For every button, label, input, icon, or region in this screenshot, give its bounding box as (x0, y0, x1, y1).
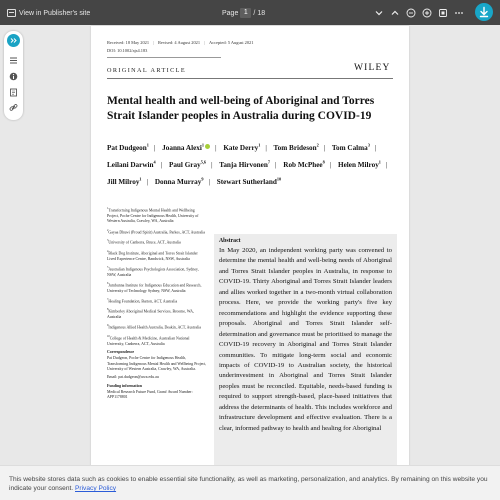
author-separator: | (215, 144, 217, 153)
divider (107, 57, 221, 58)
download-icon (475, 3, 493, 21)
view-in-publisher-link[interactable] (7, 7, 90, 19)
publisher-link-label: View in Publisher's site (19, 9, 91, 17)
correspondence-heading: Correspondence (107, 350, 135, 355)
received-date: Received: 18 May 2021 (107, 40, 150, 45)
author-separator: | (153, 144, 156, 153)
cookie-text: This website stores data such as cookies to enable essential site functionality, as well as marketing, personalization, and analytics. By remaining on this website you indicate your consent. (9, 476, 488, 492)
author-list (107, 139, 397, 190)
author-name-text: Paul Gray (168, 161, 201, 170)
author-name[interactable] (107, 178, 142, 186)
affiliation-number: 9 (107, 324, 109, 328)
author-affiliation-marker: 7 (267, 159, 271, 165)
author-separator: | (265, 144, 267, 153)
affiliation-item (107, 323, 207, 331)
affiliation-number: 5 (107, 265, 109, 269)
author-name-text: Tanja Hirvonen (219, 161, 268, 170)
abstract-text: In May 2020, an independent working party was convened to determine the mental health and well-being needs of Aboriginal and Torres Strait Islander peoples in Australia, in response to COVID-19. Thirty Aboriginal and Torres Strait Islander leaders and allies worked together in a two-month virtual collaboration process. Here, we provide the working party's five key recommendations and highlight the evidence supporting these proposals. Aboriginal and Torres Strait Islander self-determination and governance must be prioritised to manage the COVID-19 recovery in Aboriginal and Torres Strait Islander communities. To mitigate long-term social and economic impacts of COVID-19 to Australian society, the historical underinvestment in Aboriginal and Torres Strait Islander peoples must be reconciled. Equitable, needs-based funding is required to support strength-based, place-based initiatives that address the determinants of health. This includes workforce and infrastructure development and effective evaluation. There is a clear, informed pathway to health and healing for Aboriginal (219, 247, 392, 432)
affiliation-text: Kimberley Aboriginal Medical Services, Broome, WA, Australia (107, 309, 194, 320)
affiliation-item (107, 281, 207, 294)
article-dates: Received: 18 May 2021 | Revised: 4 August 2021 | Accepted: 5 August 2021 (107, 40, 254, 45)
accepted-date: Accepted: 5 August 2021 (208, 40, 254, 45)
affiliation-number: 10 (107, 334, 110, 338)
author-name[interactable] (219, 161, 270, 169)
download-button[interactable] (475, 3, 493, 21)
pdf-page (91, 26, 409, 500)
author-affiliation-marker: 1 (146, 143, 149, 148)
doi[interactable]: DOI: 10.1002/ajs4.183 (107, 48, 148, 53)
affiliation-item (107, 307, 207, 320)
author-name-text: Tom Calma (331, 144, 368, 153)
divider (107, 78, 393, 79)
author-separator: | (385, 161, 388, 170)
correspondence-email[interactable]: Email: pat.dudgeon@uwa.edu.au (107, 375, 159, 380)
affiliation-number: 7 (107, 297, 109, 301)
author-name[interactable] (223, 144, 260, 152)
author-name-text: Stewart Sutherland (216, 178, 277, 187)
author-name-text: Joanna Alexi (162, 144, 202, 153)
author-name[interactable] (283, 161, 324, 169)
author-name[interactable] (274, 144, 319, 152)
fit-page-icon[interactable] (438, 8, 448, 18)
affiliation-number: 2 (107, 228, 109, 232)
author-name-text: Rob McPhee (283, 161, 323, 170)
affiliation-text: University of Canberra, Bruce, ACT, Australia (108, 240, 181, 245)
author-separator: | (374, 144, 377, 153)
author-affiliation-marker: 8 (322, 159, 325, 165)
privacy-policy-link[interactable]: Privacy Policy (75, 485, 117, 492)
affiliation-text: College of Health & Medicine, Australian National University, Canberra, ACT, Australia (107, 336, 190, 346)
author-affiliation-marker: 1 (378, 159, 381, 165)
publisher-logo: WILEY (354, 63, 391, 73)
article-type: ORIGINAL ARTICLE (107, 67, 187, 74)
affiliation-number: 1 (107, 207, 109, 210)
link-icon[interactable] (9, 103, 18, 112)
expand-icon (7, 34, 20, 47)
author-name-text: Leilani Darwin (107, 161, 154, 170)
page-label: Page (222, 9, 239, 17)
author-separator: | (211, 161, 213, 170)
affiliation-item (107, 206, 207, 225)
funding-text: Medical Research Future Fund, Grant/ Award Number: APP1178801 (107, 389, 193, 400)
author-affiliation-marker: 2 (316, 143, 319, 148)
references-icon[interactable] (9, 88, 18, 97)
author-separator: | (323, 144, 326, 153)
affiliation-item (107, 265, 207, 278)
author-name[interactable] (338, 161, 381, 169)
affiliation-text: Australian Indigenous Psychologists Association, Sydney, NSW, Australia (107, 267, 199, 277)
affiliation-item (107, 228, 207, 236)
page-separator: / (253, 9, 256, 17)
affiliation-number: 6 (107, 281, 109, 285)
article-title: Mental health and well-being of Aboriginal and Torres Strait Islander peoples in Australia during COVID-19 (107, 95, 375, 122)
author-name[interactable] (155, 178, 204, 186)
affiliation-text: Healing Foundation, Barton, ACT, Australia (108, 299, 178, 304)
author-affiliation-marker: 1 (201, 143, 205, 148)
affiliation-text: Transforming Indigenous Mental Health and Wellbeing Project, Poche Centre for Indigenous Health, University of Western Australia, Crawley, WA, Australia (107, 208, 199, 224)
affiliations (107, 206, 207, 403)
affiliation-item (107, 297, 207, 305)
author-affiliation-marker: 3 (367, 143, 370, 148)
author-name[interactable] (169, 161, 206, 169)
author-name-text: Pat Dudgeon (107, 144, 147, 153)
author-separator: | (208, 178, 210, 187)
more-icon[interactable] (454, 8, 464, 18)
author-separator: | (160, 161, 163, 170)
page-indicator (222, 7, 265, 19)
author-name-text: Tom Brideson (273, 144, 317, 153)
author-affiliation-marker: 1 (139, 176, 142, 182)
author-name-text: Jill Milroy (107, 178, 140, 187)
author-affiliation-marker: 1 (258, 143, 261, 148)
author-name[interactable] (107, 161, 156, 169)
zoom-out-icon[interactable] (406, 8, 416, 18)
expand-panel-button[interactable] (7, 34, 20, 47)
cookie-text-block (9, 475, 489, 493)
abstract-heading: Abstract (219, 238, 241, 244)
chevron-down-icon[interactable] (374, 8, 384, 18)
author-affiliation-marker: 4 (153, 159, 156, 165)
current-page-input[interactable]: 1 (240, 8, 251, 18)
author-name[interactable] (107, 144, 149, 152)
chevron-up-icon[interactable] (390, 8, 400, 18)
affiliation-item (107, 238, 207, 246)
author-name-text: Kate Derry (223, 144, 259, 153)
outline-icon[interactable] (9, 56, 18, 65)
affiliation-text: Gayaa Dhuwi (Proud Spirit) Australia, Parkes, ACT, Australia (108, 229, 205, 234)
orcid-icon[interactable] (205, 144, 210, 149)
correspondence-text: Pat Dudgeon, Poche Centre for Indigenous Health, Transforming Indigenous Mental Health and Wellbeing Project, University of Western Australia, Crawley, WA, Australia. (107, 356, 207, 372)
toolbar-controls (374, 5, 464, 20)
author-separator: | (146, 178, 149, 187)
author-affiliation-marker: 9 (201, 176, 204, 182)
author-separator: | (275, 161, 277, 170)
author-affiliation-marker: 10 (276, 176, 282, 182)
funding-heading: Funding information (107, 383, 142, 388)
affiliation-text: Jumbunna Institute for Indigenous Education and Research, University of Technology Sydney, NSW, Australia (107, 283, 202, 293)
zoom-in-icon[interactable] (422, 8, 432, 18)
author-name-text: Helen Milroy (338, 161, 379, 170)
affiliation-list (107, 206, 207, 347)
cookie-banner (0, 465, 500, 500)
revised-date: Revised: 4 August 2021 (157, 40, 201, 45)
author-name-text: Donna Murray (154, 178, 202, 187)
author-name[interactable] (217, 178, 281, 186)
author-separator: | (329, 161, 332, 170)
total-pages: 18 (257, 9, 266, 17)
affiliation-number: 3 (107, 239, 109, 243)
side-panel-rail (4, 31, 23, 120)
author-name[interactable] (162, 144, 210, 152)
affiliation-item (107, 249, 207, 262)
author-name[interactable] (332, 144, 370, 152)
abstract-box (214, 234, 397, 476)
affiliation-number: 4 (107, 249, 109, 253)
affiliation-text: Indigenous Allied Health Australia, Deakin, ACT, Australia (108, 325, 201, 330)
affiliation-number: 8 (107, 308, 109, 312)
viewer-toolbar (0, 0, 500, 25)
author-affiliation-marker: 5,6 (200, 159, 207, 165)
publisher-site-icon (7, 9, 16, 17)
info-icon[interactable] (9, 72, 18, 81)
affiliation-item (107, 334, 207, 347)
affiliation-text: Black Dog Institute, Aboriginal and Torres Strait Islander Lived Experience Centre, Randwick, NSW, Australia (107, 250, 198, 261)
